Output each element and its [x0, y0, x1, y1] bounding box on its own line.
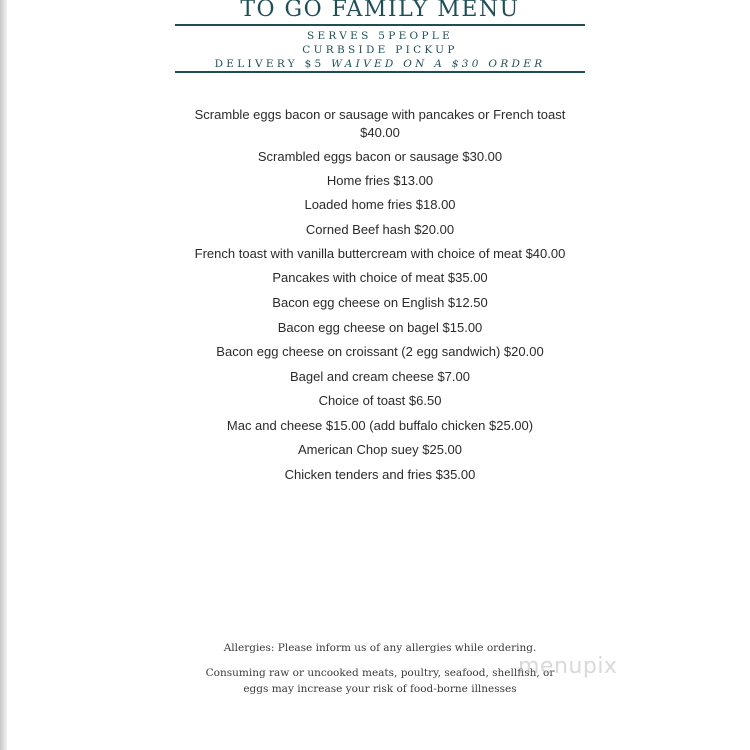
menu-item: Scramble eggs bacon or sausage with pancakes or French toast $40.00: [194, 107, 566, 140]
header-divider: [175, 71, 585, 73]
menu-item: Bacon egg cheese on bagel $15.00: [277, 320, 483, 335]
delivery-waiver: WAIVED ON A $30 ORDER: [331, 58, 546, 70]
menu-item: Pancakes with choice of meat $35.00: [272, 270, 488, 285]
menu-list: [190, 106, 570, 484]
pickup-line: CURBSIDE PICKUP: [302, 44, 458, 56]
menu-item: American Chop suey $25.00: [297, 442, 463, 457]
title-divider: [175, 24, 585, 26]
menu-item: Scrambled eggs bacon or sausage $30.00: [257, 149, 503, 164]
menu-item: Bagel and cream cheese $7.00: [290, 369, 470, 384]
watermark-logo: menupix: [518, 654, 618, 679]
menu-item: French toast with vanilla buttercream with choice of meat $40.00: [194, 246, 566, 261]
delivery-line: [175, 57, 585, 71]
menu-item: Mac and cheese $15.00 (add buffalo chicken $25.00): [226, 418, 534, 433]
page-left-border: [0, 0, 7, 750]
menu-header: [175, 0, 585, 73]
menu-item: Loaded home fries $18.00: [304, 197, 456, 212]
menu-title: TO GO FAMILY MENU: [240, 0, 520, 22]
food-safety-warning: Consuming raw or uncooked meats, poultry, seafood, shellfish, or eggs may increase your risk of food-borne illnesses: [205, 667, 555, 695]
menu-item: Bacon egg cheese on croissant (2 egg sandwich) $20.00: [216, 344, 544, 359]
allergy-notice: Allergies: Please inform us of any allergies while ordering.: [223, 642, 537, 654]
menu-item: Choice of toast $6.50: [318, 393, 442, 408]
menu-item: Home fries $13.00: [326, 173, 434, 188]
menu-item: Corned Beef hash $20.00: [305, 222, 455, 237]
delivery-fee: DELIVERY $5: [214, 58, 325, 70]
menu-item: Bacon egg cheese on English $12.50: [272, 295, 488, 310]
menu-item: Chicken tenders and fries $35.00: [284, 467, 476, 482]
serves-line: SERVES 5PEOPLE: [306, 30, 454, 42]
